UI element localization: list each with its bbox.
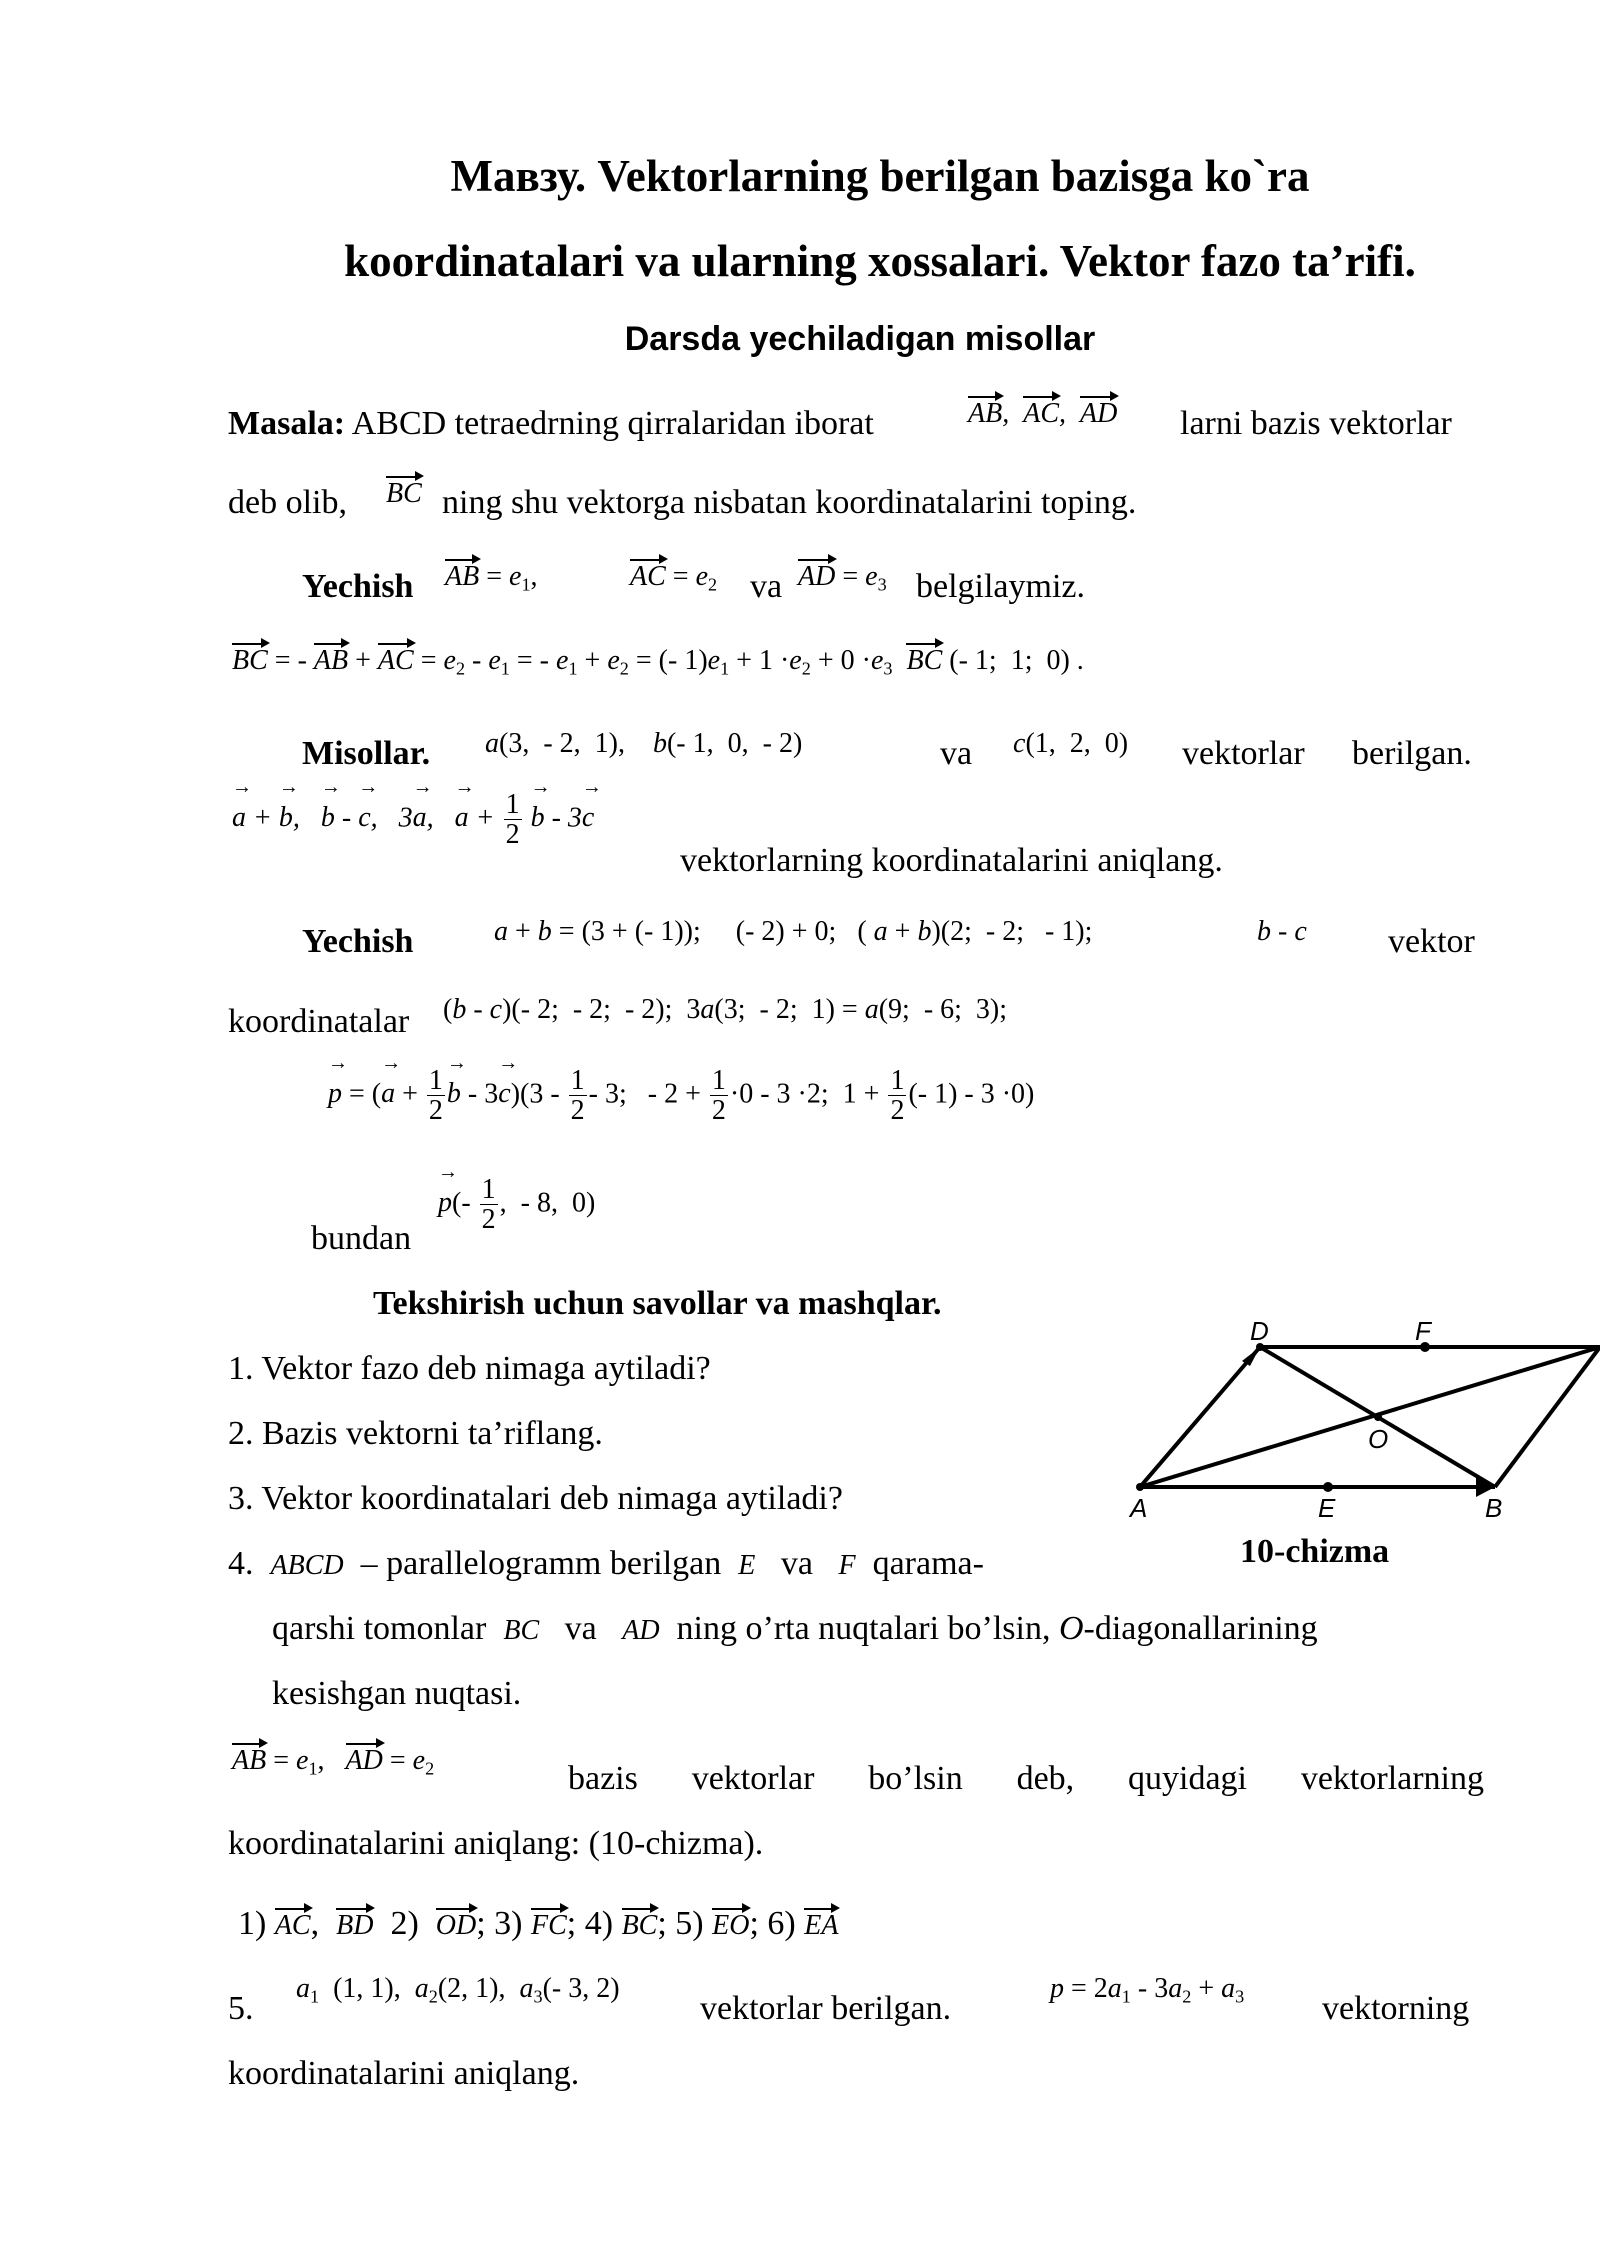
basis-text-inner: bazis vektorlar bo’lsin deb, quyidagi vektorlarning bbox=[568, 1760, 1484, 1797]
q4-o: O bbox=[1058, 1610, 1084, 1647]
formula-ab-e1: AB = $e_1$, bbox=[445, 561, 538, 595]
q4-va: va bbox=[780, 1545, 813, 1582]
formula-q5-vectors: $a_1$ (1, 1), $a_2(2$, 1), $a_3(-$ 3, 2) bbox=[296, 1973, 620, 2007]
label-o: O bbox=[1368, 1424, 1389, 1454]
question-4-items: 1) AC, BD 2) OD; 3) FC; 4) BC; 5) EO; 6) EA bbox=[238, 1905, 839, 1942]
formula-bc-expansion: BC = - AB + AC = $e_2 - e_1$ = - $e_1 + e_2$ = (- $1)e_1 + 1 \cdot e_2 + 0 \cdot e_3$ BC (- 1; 1; 0) . bbox=[232, 645, 1084, 679]
edge-bc bbox=[1495, 1347, 1600, 1487]
q4-abcd: ABCD bbox=[270, 1550, 344, 1581]
point-e bbox=[1323, 1482, 1333, 1492]
question-3: 3. Vektor koordinatalari deb nimaga aytiladi? bbox=[228, 1480, 843, 1517]
yechish2-vektor: vektor bbox=[1388, 923, 1475, 960]
formula-ad-e3: AD = $e_3$ bbox=[798, 561, 887, 595]
yechish1-end: belgilaymiz. bbox=[916, 568, 1086, 605]
formula-p: → p = (→ a + $\frac{1}{2}$ → b - 3→ c)(3 - $\frac{1}{2}$ - 3; - 2 + $\frac{1}{2}$ ·0 - 3 ·2; 1 + $\frac{1}{2}$ (- 1) - 3 ·0) bbox=[328, 1066, 1034, 1126]
basis-text bbox=[568, 1760, 1484, 1798]
q4-line2-c: -diagonallarining bbox=[1083, 1610, 1318, 1647]
q5-text: vektorlar berilgan. bbox=[700, 1990, 952, 2027]
misollar-line2: vektorlarning koordinatalarini aniqlang. bbox=[680, 842, 1223, 879]
label-e: E bbox=[1318, 1493, 1336, 1523]
q4-line2-a: qarshi tomonlar bbox=[272, 1610, 487, 1647]
yechish2-bundan: bundan bbox=[311, 1220, 412, 1257]
formula-a-plus-b: a + b = (3 + (- 1)); (- 2) + 0; ( a + b)(2; - 2; - 1); bbox=[494, 916, 1093, 947]
question-4-line1 bbox=[228, 1545, 984, 1583]
formula-q5-p: $p = 2a_1 - 3a_2 + a_3$ bbox=[1050, 1973, 1245, 2007]
formula-bc-3a: (b - c)(- 2; - 2; - 2); 3a(3; - 2; 1) = a(9; - 6; 3); bbox=[443, 994, 1008, 1025]
formula-vector-c: c(1, 2, 0) bbox=[1013, 728, 1129, 759]
label-f: F bbox=[1415, 1316, 1431, 1346]
question-2: 2. Bazis vektorni ta’riflang. bbox=[228, 1415, 603, 1452]
masala-text-a: ABCD tetraedrning qirralaridan iborat bbox=[351, 405, 874, 442]
masala-line1 bbox=[228, 405, 874, 443]
formula-vectors-abc: a(3, - 2, 1), b(- 1, 0, - 2) bbox=[485, 728, 803, 759]
q4-text-a: – parallelogramm berilgan bbox=[360, 1545, 722, 1582]
formula-bc: BC bbox=[386, 478, 422, 509]
yechish1-va: va bbox=[750, 568, 783, 605]
q4-line2-b: ning o’rta nuqtalari bo’lsin, bbox=[676, 1610, 1051, 1647]
q4-ad: AD bbox=[622, 1615, 660, 1646]
yechish1-label: Yechish bbox=[302, 568, 414, 605]
misollar-end2: berilgan. bbox=[1352, 735, 1472, 772]
page-title-line2: koordinatalari va ularning xossalari. Vektor fazo ta’rifi. bbox=[344, 236, 1416, 286]
q5-end: vektorning bbox=[1322, 1990, 1470, 2027]
q4-line2-va: va bbox=[564, 1610, 597, 1647]
masala-text-c: deb olib, bbox=[228, 484, 347, 521]
label-b: B bbox=[1485, 1493, 1503, 1523]
question-1: 1. Vektor fazo deb nimaga aytiladi? bbox=[228, 1350, 711, 1387]
q5-num: 5. bbox=[228, 1990, 254, 2027]
diagonal-ac bbox=[1140, 1347, 1600, 1487]
q4-f: F bbox=[838, 1550, 856, 1581]
misollar-va: va bbox=[940, 735, 973, 772]
parallelogram-figure bbox=[1110, 1305, 1600, 1525]
q4-num: 4. bbox=[228, 1545, 254, 1582]
masala-text-b: larni bazis vektorlar bbox=[1180, 405, 1452, 442]
yechish2-label: Yechish bbox=[302, 923, 414, 960]
misollar-label: Misollar. bbox=[302, 735, 431, 772]
edge-ad bbox=[1140, 1347, 1260, 1487]
basis-line2: koordinatalarini aniqlang: (10-chizma). bbox=[228, 1825, 764, 1862]
label-d: D bbox=[1250, 1316, 1269, 1346]
q4-text-b: qarama- bbox=[872, 1545, 984, 1582]
masala-label: Masala: bbox=[228, 405, 346, 442]
formula-p-result: → p(- $\frac{1}{2}$ , - 8, 0) bbox=[438, 1175, 595, 1235]
formula-basis-e1-e2: AB = $e_1$, AD = $e_2$ bbox=[232, 1745, 435, 1779]
question-4-line3: kesishgan nuqtasi. bbox=[272, 1675, 522, 1712]
masala-text-d: ning shu vektorga nisbatan koordinatalarini toping. bbox=[442, 484, 1137, 521]
point-o bbox=[1374, 1413, 1382, 1421]
question-4-line2 bbox=[272, 1610, 1318, 1648]
page-title-line1: Мавзу. Vektorlarning berilgan bazisga ko`ra bbox=[450, 151, 1310, 201]
label-a: A bbox=[1130, 1493, 1148, 1523]
formula-combos: → a + → b, → b - → c, 3→ a, → a + $\frac{1}{2}$ → b - 3→ c bbox=[232, 790, 594, 850]
q4-e: E bbox=[738, 1550, 756, 1581]
formula-basis-ab-ac-ad: AB, AC, AD bbox=[968, 398, 1118, 429]
q4-bc: BC bbox=[503, 1615, 540, 1646]
formula-ac-e2: AC = $e_2$ bbox=[630, 561, 718, 595]
yechish2-koordinatalar: koordinatalar bbox=[228, 1003, 410, 1040]
formula-b-minus-c: b - c bbox=[1257, 916, 1307, 947]
page-subtitle: Darsda yechiladigan misollar bbox=[624, 320, 1096, 358]
figure-caption: 10-chizma bbox=[1240, 1533, 1390, 1570]
point-a bbox=[1136, 1483, 1144, 1491]
questions-heading: Tekshirish uchun savollar va mashqlar. bbox=[373, 1285, 942, 1322]
q5-line2: koordinatalarini aniqlang. bbox=[228, 2055, 580, 2092]
misollar-end1: vektorlar bbox=[1182, 735, 1305, 772]
